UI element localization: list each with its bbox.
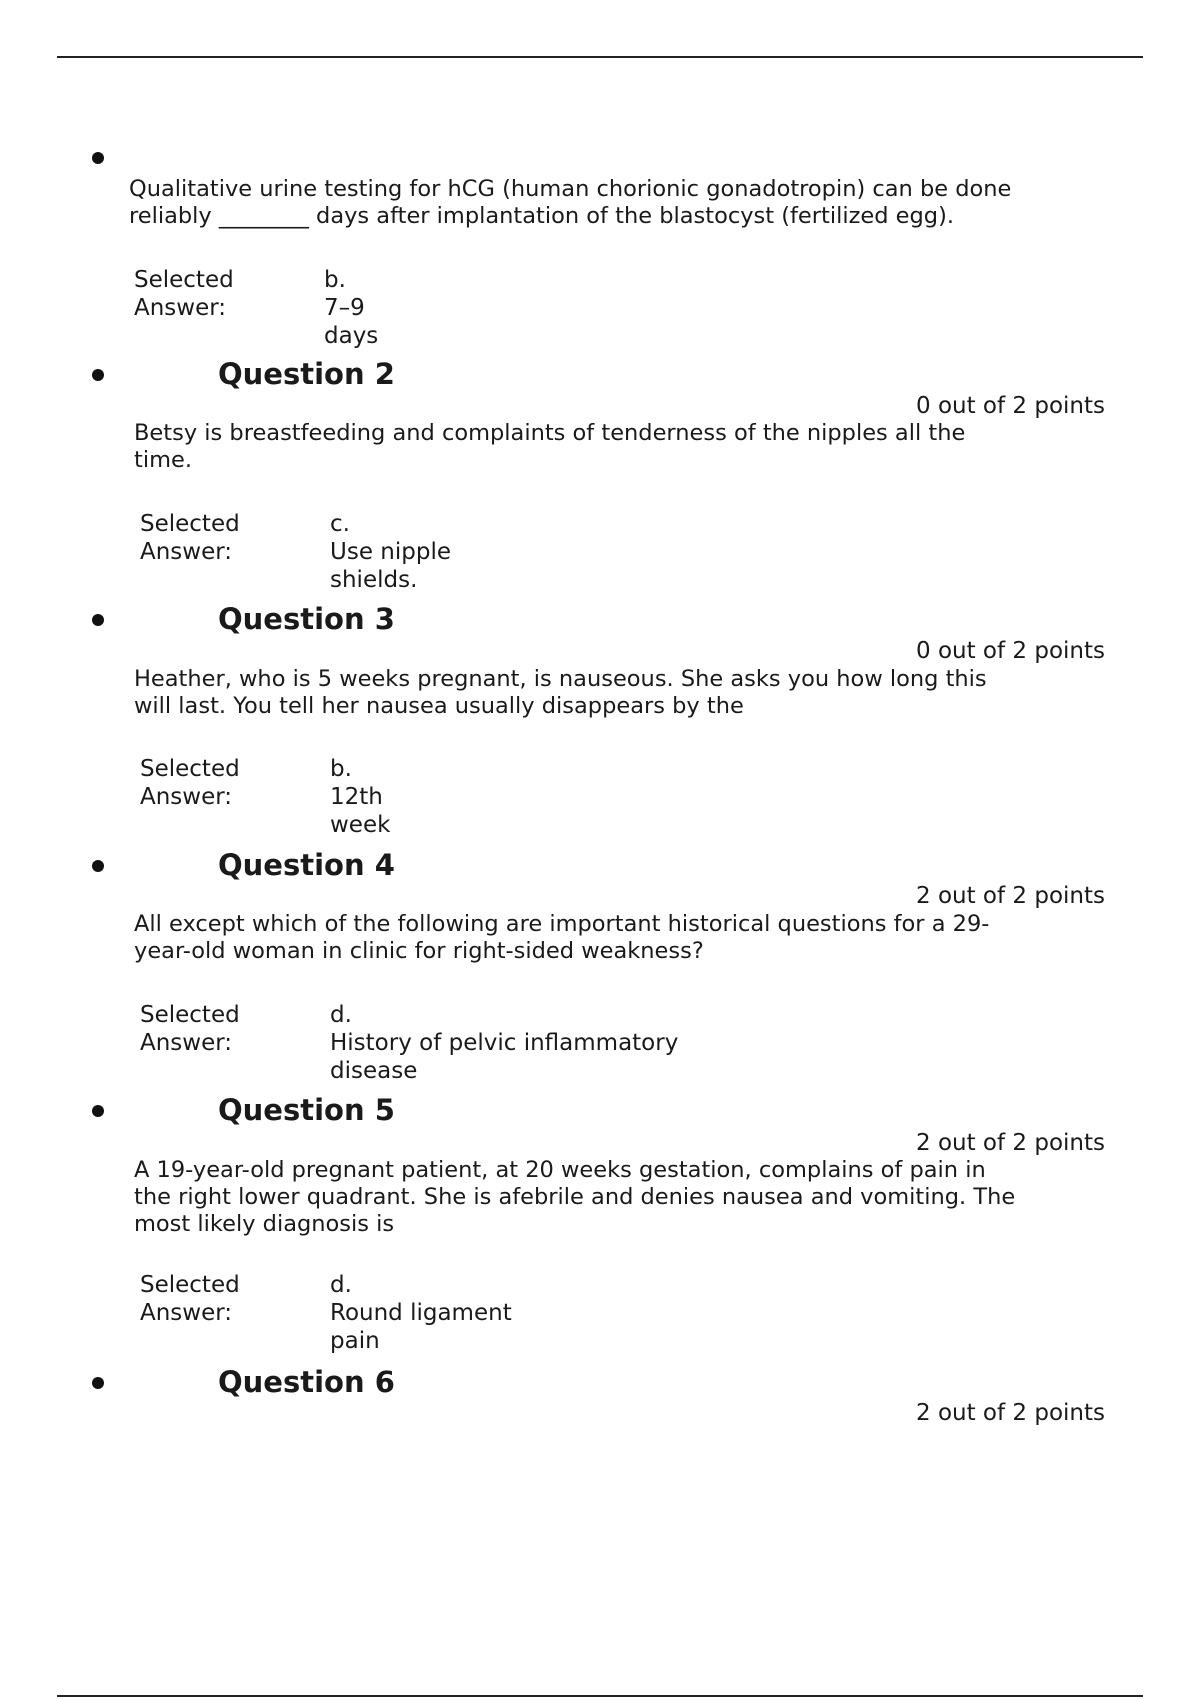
question-text-line: time.	[134, 447, 192, 473]
question-text-line: All except which of the following are important historical questions for a 29-	[134, 911, 990, 937]
bottom-rule	[57, 1695, 1143, 1697]
question-points: 2 out of 2 points	[916, 1130, 1105, 1156]
question-text-line: year-old woman in clinic for right-sided weakness?	[134, 938, 704, 964]
selected-answer: b. 12th week	[330, 756, 391, 838]
bullet-icon	[92, 860, 104, 872]
question-text-line: most likely diagnosis is	[134, 1211, 395, 1237]
question-text	[134, 1157, 1064, 1238]
bullet-icon	[92, 614, 104, 626]
question-text	[134, 911, 1064, 965]
question-points: 2 out of 2 points	[916, 883, 1105, 909]
top-rule	[57, 56, 1143, 58]
question-text	[129, 176, 1059, 230]
question-title: Question 6	[218, 1365, 395, 1399]
bullet-icon	[92, 1105, 104, 1117]
selected-answer: c. Use nipple shields.	[330, 511, 451, 593]
question-text-line: A 19-year-old pregnant patient, at 20 weeks gestation, complains of pain in	[134, 1157, 986, 1183]
answer-label: Selected Answer:	[140, 1272, 240, 1326]
question-text	[134, 666, 1064, 720]
selected-answer: d. Round ligament pain	[330, 1272, 512, 1354]
question-text-line: reliably ________ days after implantation of the blastocyst (fertilized egg).	[129, 203, 955, 229]
question-title: Question 3	[218, 602, 395, 636]
selected-answer: d. History of pelvic inflammatory disease	[330, 1002, 679, 1084]
bullet-icon	[92, 1377, 104, 1389]
question-points: 2 out of 2 points	[916, 1400, 1105, 1426]
bullet-icon	[92, 152, 104, 164]
question-points: 0 out of 2 points	[916, 393, 1105, 419]
question-points: 0 out of 2 points	[916, 638, 1105, 664]
answer-label: Selected Answer:	[134, 267, 234, 321]
question-title: Question 5	[218, 1093, 395, 1127]
question-text-line: Betsy is breastfeeding and complaints of tenderness of the nipples all the	[134, 420, 966, 446]
answer-label: Selected Answer:	[140, 511, 240, 565]
question-text	[134, 420, 1064, 474]
question-text-line: Qualitative urine testing for hCG (human chorionic gonadotropin) can be done	[129, 176, 1012, 202]
question-title: Question 4	[218, 848, 395, 882]
bullet-icon	[92, 369, 104, 381]
question-text-line: the right lower quadrant. She is afebrile and denies nausea and vomiting. The	[134, 1184, 1016, 1210]
selected-answer: b. 7–9 days	[324, 267, 379, 349]
question-title: Question 2	[218, 357, 395, 391]
answer-label: Selected Answer:	[140, 756, 240, 810]
answer-label: Selected Answer:	[140, 1002, 240, 1056]
question-text-line: Heather, who is 5 weeks pregnant, is nauseous. She asks you how long this	[134, 666, 987, 692]
question-text-line: will last. You tell her nausea usually disappears by the	[134, 693, 744, 719]
